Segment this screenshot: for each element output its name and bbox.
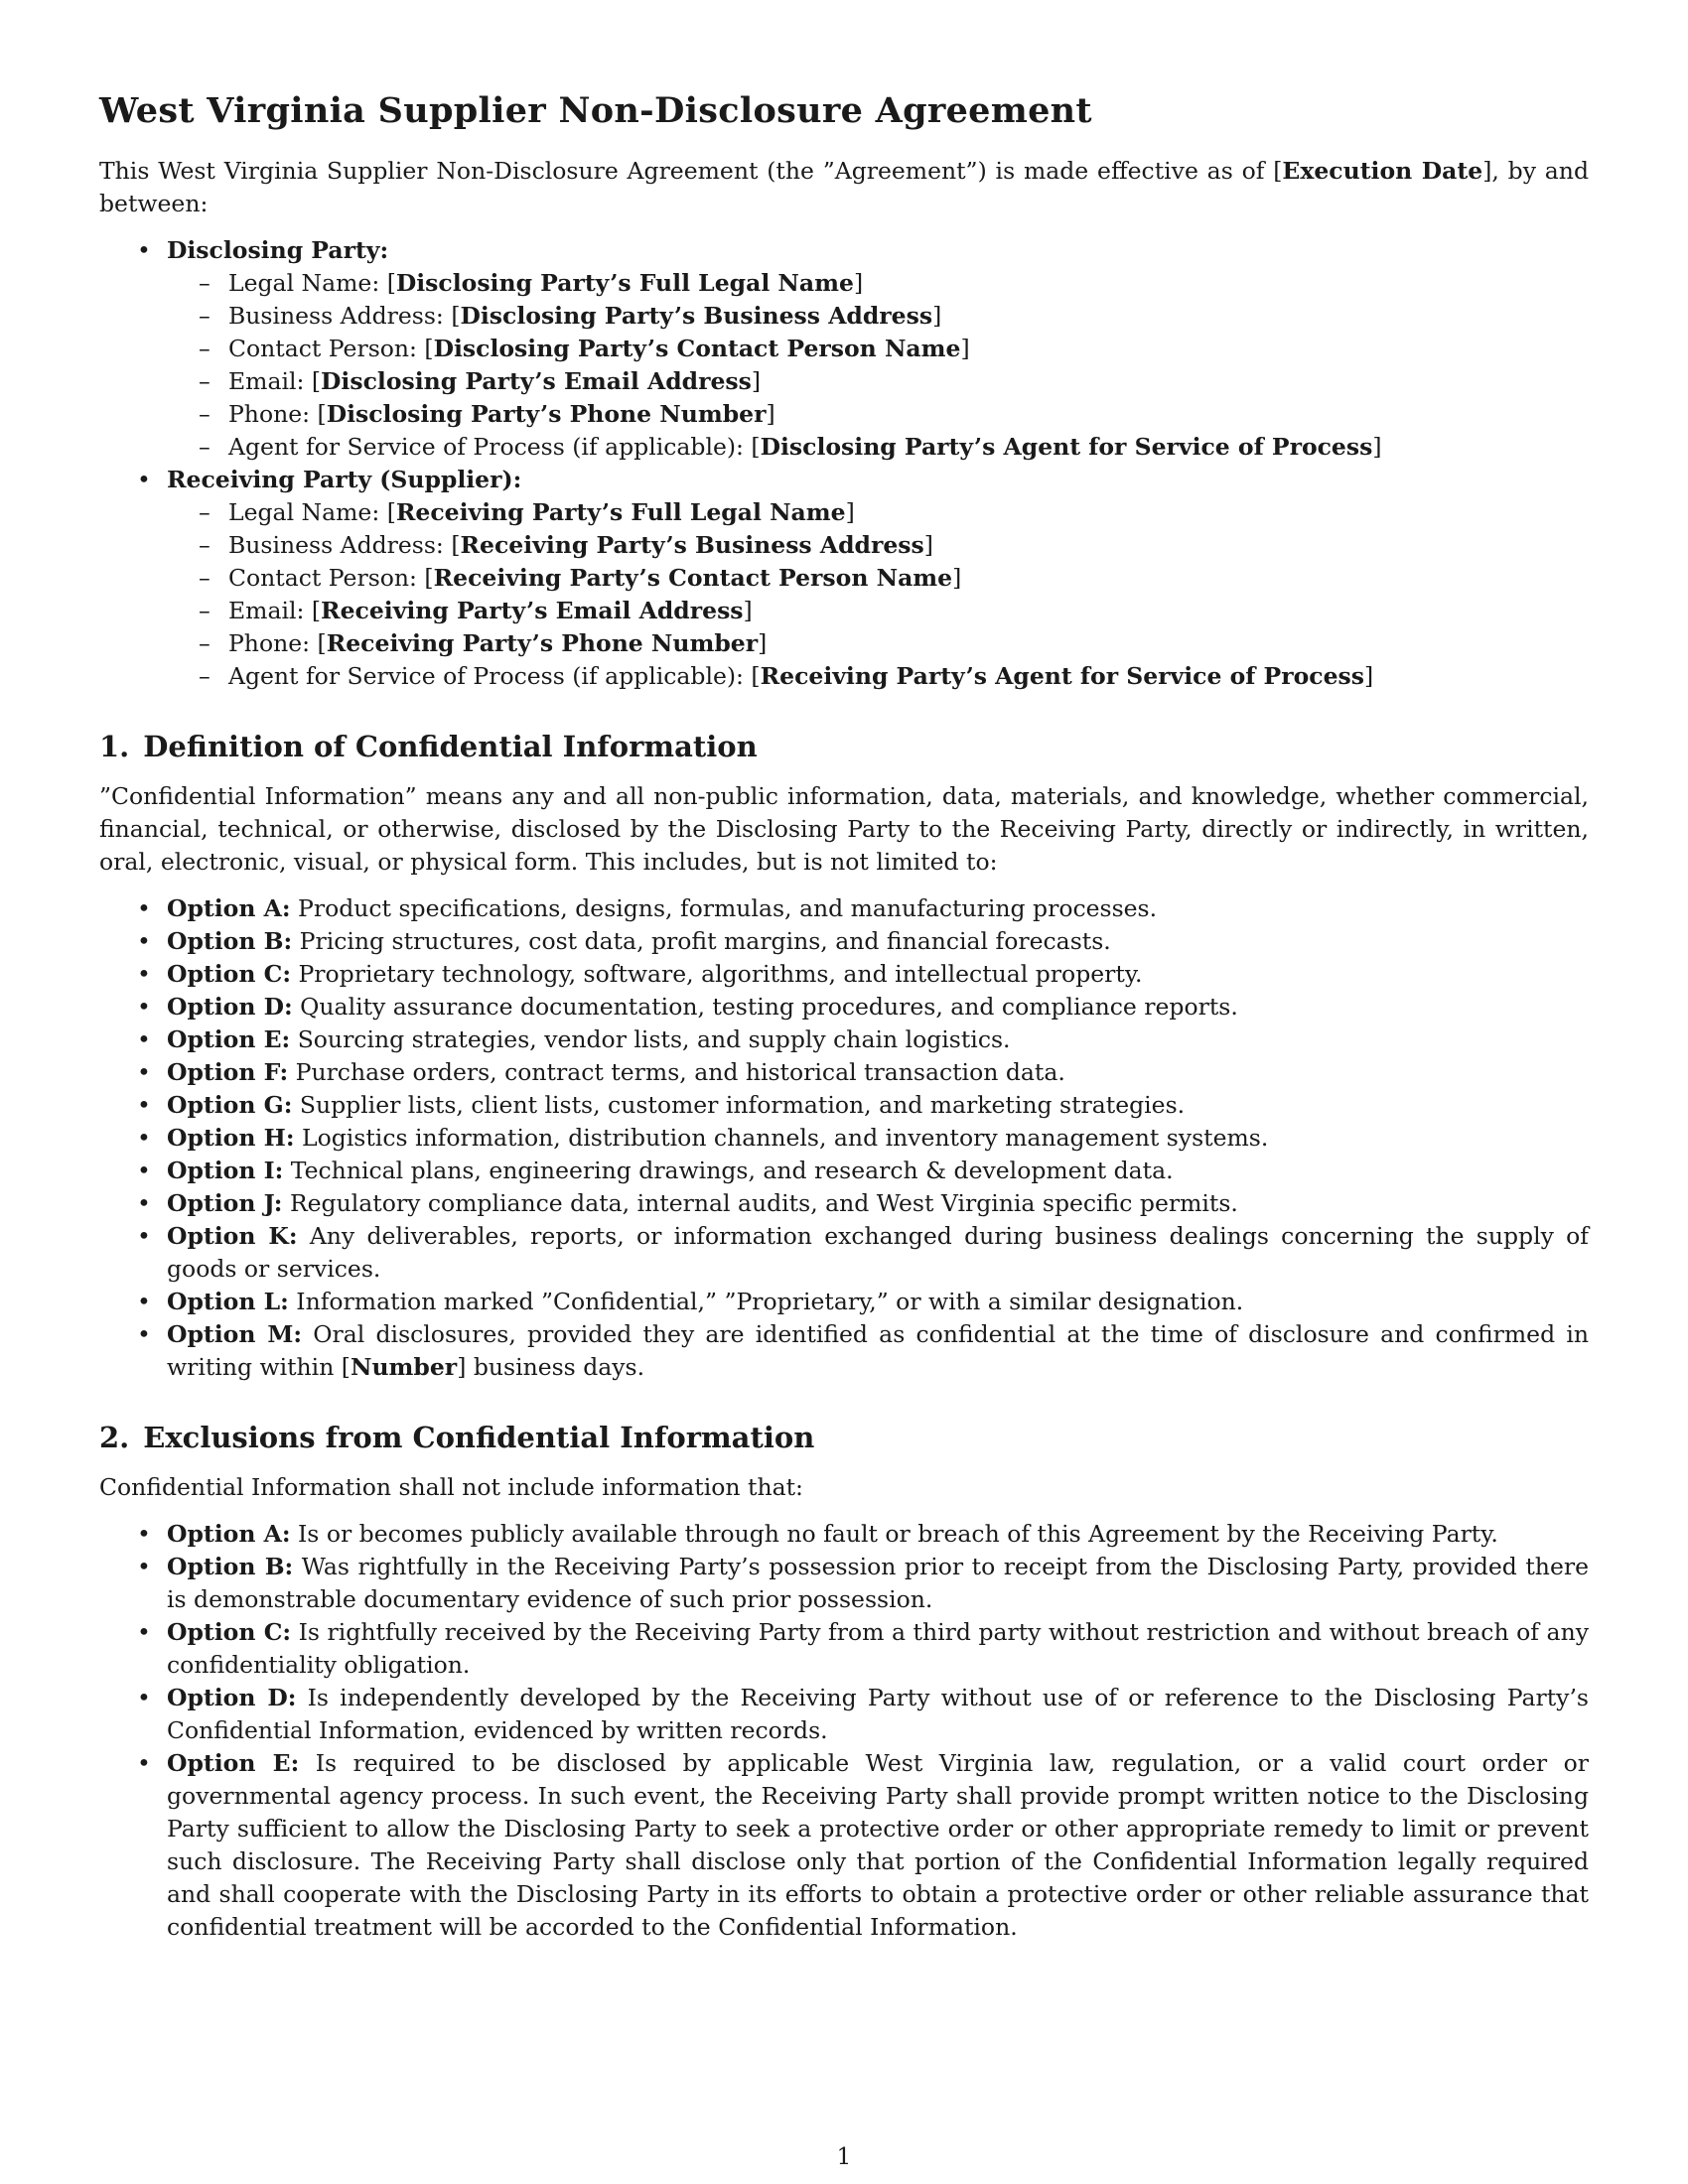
intro-paragraph [99, 155, 1589, 220]
section-number: 2. [99, 1421, 130, 1454]
party-field [228, 496, 1589, 529]
party-field [228, 431, 1589, 464]
intro-prefix: This West Virginia Supplier Non-Disclosure Agreement (the ”Agreement”) is made effective as of [ [99, 157, 1283, 185]
field-label: Legal Name: [ [228, 498, 396, 526]
option-label: Option B: [167, 927, 293, 955]
field-close: ] [766, 400, 775, 428]
option-text: Proprietary technology, software, algorithms, and intellectual property. [291, 960, 1143, 988]
party-field [228, 398, 1589, 431]
option-text: Quality assurance documentation, testing procedures, and compliance reports. [292, 993, 1238, 1021]
party-field [228, 660, 1589, 693]
section-1-options [99, 892, 1589, 1384]
party-heading: Receiving Party (Supplier): [167, 466, 522, 493]
field-placeholder: Disclosing Party’s Full Legal Name [395, 269, 854, 297]
party-field [228, 365, 1589, 398]
option-item [167, 1056, 1589, 1089]
page-number: 1 [836, 2144, 852, 2170]
field-placeholder: Disclosing Party’s Phone Number [326, 400, 767, 428]
option-text: Any deliverables, reports, or information exchanged during business dealings concerning the supply of goods or services. [167, 1222, 1589, 1283]
field-label: Phone: [ [228, 400, 327, 428]
option-item [167, 892, 1589, 925]
option-item [167, 1551, 1589, 1616]
option-text: Technical plans, engineering drawings, and research & development data. [283, 1157, 1174, 1184]
option-label: Option D: [167, 1684, 297, 1711]
field-label: Business Address: [ [228, 531, 461, 559]
option-label: Option F: [167, 1058, 289, 1086]
disclosing-party-item [167, 234, 1589, 464]
option-label: Option E: [167, 1025, 291, 1053]
field-label: Agent for Service of Process (if applicable): [ [228, 433, 761, 461]
field-label: Contact Person: [ [228, 564, 434, 592]
option-text: Information marked ”Confidential,” ”Proprietary,” or with a similar designation. [288, 1288, 1244, 1315]
field-close: ] [743, 597, 753, 624]
option-item [167, 1682, 1589, 1747]
field-placeholder: Disclosing Party’s Email Address [321, 367, 752, 395]
field-placeholder: Receiving Party’s Contact Person Name [433, 564, 953, 592]
field-close: ] [952, 564, 962, 592]
option-text: Supplier lists, client lists, customer information, and marketing strategies. [292, 1091, 1186, 1119]
option-item [167, 1318, 1589, 1384]
option-text: Is independently developed by the Receiving Party without use of or reference to the Disclosing Party’s Confidential Information, evidenced by written records. [167, 1684, 1589, 1744]
option-label: Option C: [167, 960, 292, 988]
option-suffix: ] business days. [457, 1353, 645, 1381]
field-placeholder: Disclosing Party’s Agent for Service of Process [760, 433, 1373, 461]
option-item [167, 925, 1589, 958]
field-placeholder: Receiving Party’s Email Address [321, 597, 744, 624]
option-label: Option E: [167, 1749, 300, 1777]
disclosing-party-fields [167, 267, 1589, 464]
field-placeholder: Receiving Party’s Phone Number [326, 629, 759, 657]
option-text: Logistics information, distribution channels, and inventory management systems. [294, 1124, 1269, 1152]
field-label: Legal Name: [ [228, 269, 396, 297]
option-text: Oral disclosures, provided they are identified as confidential at the time of disclosure and confirmed in writing within [ [167, 1320, 1589, 1381]
option-label: Option A: [167, 894, 291, 922]
party-field [228, 595, 1589, 627]
party-field [228, 562, 1589, 595]
option-text: Product specifications, designs, formulas, and manufacturing processes. [290, 894, 1158, 922]
option-label: Option K: [167, 1222, 298, 1250]
field-close: ] [1372, 433, 1382, 461]
option-text: Is required to be disclosed by applicable West Virginia law, regulation, or a valid court order or governmental agency process. In such event, the Receiving Party shall provide prompt written notice to the Disclosing Party sufficient to allow the Disclosing Party to seek a protective order or other appropriate remedy to limit or prevent such disclosure. The Receiving Party shall disclose only that portion of the Confidential Information legally required and shall cooperate with the Disclosing Party in its efforts to obtain a protective order or other reliable assurance that confidential treatment will be accorded to the Confidential Information. [167, 1749, 1589, 1941]
option-item [167, 1024, 1589, 1056]
field-placeholder: Disclosing Party’s Business Address [460, 302, 933, 330]
field-close: ] [932, 302, 942, 330]
field-label: Email: [ [228, 367, 322, 395]
party-field [228, 529, 1589, 562]
option-item [167, 991, 1589, 1024]
option-label: Option H: [167, 1124, 295, 1152]
section-1-heading [99, 727, 1589, 766]
option-item [167, 1187, 1589, 1220]
section-title: Definition of Confidential Information [143, 730, 758, 763]
option-item [167, 958, 1589, 991]
option-label: Option L: [167, 1288, 289, 1315]
option-label: Option I: [167, 1157, 284, 1184]
intro-suffix: ], by and between: [99, 157, 1589, 217]
document-title: West Virginia Supplier Non-Disclosure Agreement [99, 90, 1092, 131]
option-item [167, 1122, 1589, 1155]
option-label: Option M: [167, 1320, 303, 1348]
option-item [167, 1286, 1589, 1318]
execution-date-placeholder: Execution Date [1282, 157, 1483, 185]
field-label: Business Address: [ [228, 302, 461, 330]
document-page [99, 87, 1589, 1944]
field-placeholder: Receiving Party’s Business Address [460, 531, 924, 559]
option-label: Option C: [167, 1618, 292, 1646]
party-field [228, 300, 1589, 333]
option-text: Is rightfully received by the Receiving Party from a third party without restriction and without breach of any confidentiality obligation. [167, 1618, 1589, 1679]
field-close: ] [758, 629, 768, 657]
party-field [228, 627, 1589, 660]
option-item [167, 1518, 1589, 1551]
field-close: ] [923, 531, 933, 559]
option-item [167, 1155, 1589, 1187]
section-1-body: ”Confidential Information” means any and all non-public information, data, materials, and knowledge, whether commercial, financial, technical, or otherwise, disclosed by the Disclosing Party to the Receiving Party, directly or indirectly, in written, oral, electronic, visual, or physical form. This includes, but is not limited to: [99, 782, 1589, 876]
section-2-heading [99, 1418, 1589, 1457]
field-placeholder: Receiving Party’s Agent for Service of Process [760, 662, 1364, 690]
option-item [167, 1220, 1589, 1286]
option-text: Pricing structures, cost data, profit margins, and financial forecasts. [292, 927, 1111, 955]
field-placeholder: Disclosing Party’s Contact Person Name [433, 335, 961, 362]
option-item [167, 1616, 1589, 1682]
section-2-options [99, 1518, 1589, 1944]
option-label: Option J: [167, 1189, 283, 1217]
field-close: ] [853, 269, 864, 297]
option-label: Option A: [167, 1520, 291, 1548]
field-close: ] [960, 335, 970, 362]
receiving-party-item [167, 464, 1589, 693]
option-item [167, 1747, 1589, 1944]
field-close: ] [1364, 662, 1374, 690]
field-label: Agent for Service of Process (if applicable): [ [228, 662, 761, 690]
option-text: Is or becomes publicly available through no fault or breach of this Agreement by the Receiving Party. [290, 1520, 1498, 1548]
field-placeholder: Receiving Party’s Full Legal Name [395, 498, 846, 526]
field-close: ] [845, 498, 855, 526]
parties-list [99, 234, 1589, 693]
option-label: Option B: [167, 1553, 294, 1580]
option-text: Sourcing strategies, vendor lists, and supply chain logistics. [290, 1025, 1011, 1053]
field-close: ] [751, 367, 762, 395]
option-label: Option G: [167, 1091, 293, 1119]
field-label: Email: [ [228, 597, 322, 624]
option-text: Purchase orders, contract terms, and historical transaction data. [288, 1058, 1065, 1086]
field-label: Phone: [ [228, 629, 327, 657]
section-title: Exclusions from Confidential Information [143, 1421, 815, 1454]
number-placeholder: Number [350, 1353, 458, 1381]
section-2-body: Confidential Information shall not include information that: [99, 1473, 803, 1501]
receiving-party-fields [167, 496, 1589, 693]
option-text: Was rightfully in the Receiving Party’s possession prior to receipt from the Disclosing Party, provided there is demonstrable documentary evidence of such prior possession. [167, 1553, 1589, 1613]
party-field [228, 267, 1589, 300]
party-heading: Disclosing Party: [167, 236, 389, 264]
field-label: Contact Person: [ [228, 335, 434, 362]
option-label: Option D: [167, 993, 293, 1021]
option-text: Regulatory compliance data, internal audits, and West Virginia specific permits. [282, 1189, 1238, 1217]
party-field [228, 333, 1589, 365]
option-item [167, 1089, 1589, 1122]
section-number: 1. [99, 730, 130, 763]
